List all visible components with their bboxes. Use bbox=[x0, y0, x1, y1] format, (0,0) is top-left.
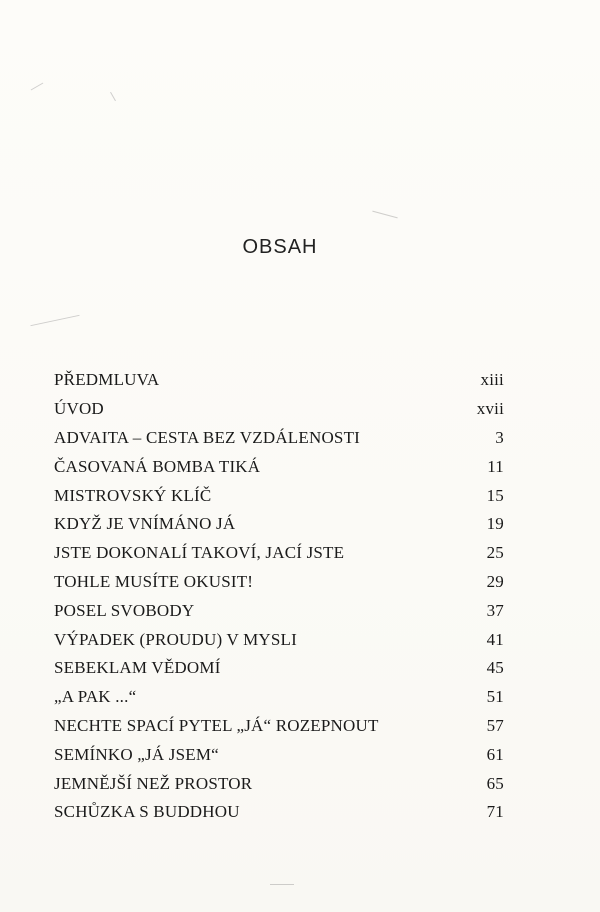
toc-entry bbox=[54, 452, 504, 481]
toc-entry-page: xiii bbox=[480, 370, 504, 390]
paper-speck bbox=[270, 884, 294, 885]
toc-entry-title: ÚVOD bbox=[54, 399, 104, 419]
toc-entry-title: JSTE DOKONALÍ TAKOVÍ, JACÍ JSTE bbox=[54, 543, 345, 563]
toc-entry-title: SEBEKLAM VĚDOMÍ bbox=[54, 658, 221, 678]
toc-entry-page: 41 bbox=[486, 629, 504, 649]
toc-entry bbox=[54, 596, 504, 625]
toc-entry bbox=[54, 395, 504, 424]
toc-heading: OBSAH bbox=[242, 236, 318, 258]
toc-entry-page: 71 bbox=[486, 802, 504, 822]
toc-entry-page: 37 bbox=[486, 600, 504, 620]
toc-entry bbox=[54, 625, 504, 654]
paper-speck bbox=[31, 83, 44, 91]
toc-entry-page: 45 bbox=[486, 658, 504, 678]
table-of-contents bbox=[54, 366, 504, 827]
paper-speck bbox=[372, 211, 397, 219]
toc-entry-page: 61 bbox=[486, 744, 504, 764]
toc-entry-title: MISTROVSKÝ KLÍČ bbox=[54, 485, 212, 505]
toc-entry bbox=[54, 654, 504, 683]
toc-entry-page: 29 bbox=[486, 571, 504, 591]
toc-entry bbox=[54, 568, 504, 597]
toc-entry-title: POSEL SVOBODY bbox=[54, 600, 195, 620]
toc-entry bbox=[54, 740, 504, 769]
toc-entry-title: VÝPADEK (PROUDU) V MYSLI bbox=[54, 629, 297, 649]
toc-entry bbox=[54, 712, 504, 741]
toc-entry-title: TOHLE MUSÍTE OKUSIT! bbox=[54, 571, 254, 591]
toc-entry-title: PŘEDMLUVA bbox=[54, 370, 160, 390]
toc-entry-title: SEMÍNKO „JÁ JSEM“ bbox=[54, 744, 219, 764]
paper-speck bbox=[110, 92, 116, 101]
toc-entry bbox=[54, 798, 504, 827]
toc-entry-page: 11 bbox=[487, 456, 504, 476]
toc-entry-title: ADVAITA – CESTA BEZ VZDÁLENOSTI bbox=[54, 427, 361, 447]
toc-entry-title: NECHTE SPACÍ PYTEL „JÁ“ ROZEPNOUT bbox=[54, 715, 379, 735]
toc-entry-page: 65 bbox=[486, 773, 504, 793]
toc-entry-page: xvii bbox=[476, 399, 504, 419]
toc-entry-page: 19 bbox=[486, 514, 504, 534]
paper-speck bbox=[30, 315, 79, 326]
toc-entry bbox=[54, 481, 504, 510]
toc-entry bbox=[54, 424, 504, 453]
toc-entry-page: 51 bbox=[486, 687, 504, 707]
toc-entry-title: „A PAK ...“ bbox=[54, 687, 137, 707]
toc-entry-page: 15 bbox=[486, 485, 504, 505]
toc-entry-page: 57 bbox=[486, 715, 504, 735]
toc-entry-page: 3 bbox=[495, 427, 504, 447]
toc-entry-title: SCHŮZKA S BUDDHOU bbox=[54, 802, 240, 822]
toc-entry-title: ČASOVANÁ BOMBA TIKÁ bbox=[54, 456, 261, 476]
toc-entry bbox=[54, 683, 504, 712]
toc-entry-title: JEMNĚJŠÍ NEŽ PROSTOR bbox=[54, 773, 253, 793]
toc-entry-title: KDYŽ JE VNÍMÁNO JÁ bbox=[54, 514, 236, 534]
toc-entry-page: 25 bbox=[486, 543, 504, 563]
toc-entry bbox=[54, 366, 504, 395]
toc-entry bbox=[54, 510, 504, 539]
toc-entry bbox=[54, 769, 504, 798]
toc-entry bbox=[54, 539, 504, 568]
